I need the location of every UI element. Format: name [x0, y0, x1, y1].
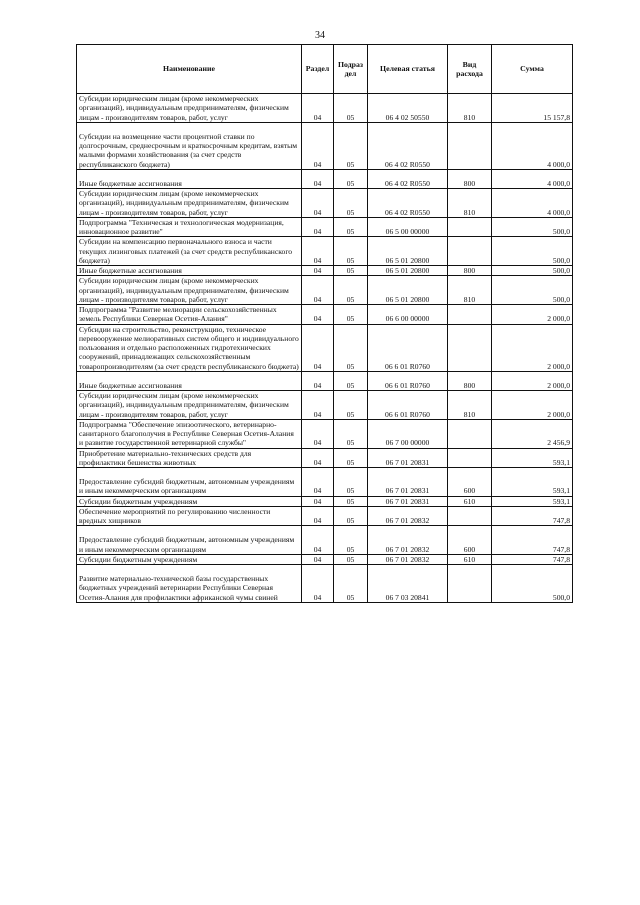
cell-name: Подпрограмма "Техническая и технологическая модернизация, инновационное развитие" — [77, 217, 302, 237]
cell-name: Субсидии юридическим лицам (кроме некоммерческих организаций), индивидуальным предпринимателям, физическим лицам - производителям товаров, работ, услуг — [77, 391, 302, 420]
cell-name: Подпрограмма "Обеспечение эпизоотического, ветеринарно-санитарного благополучия в Республике Северная Осетия-Алания и развитие государственной ветеринарной службы" — [77, 419, 302, 448]
cell-section: 04 — [302, 305, 334, 325]
cell-section: 04 — [302, 266, 334, 276]
cell-sum: 500,0 — [492, 266, 573, 276]
table-row — [77, 237, 573, 266]
cell-section: 04 — [302, 169, 334, 188]
cell-name: Субсидии бюджетным учреждениям — [77, 554, 302, 564]
cell-name: Субсидии юридическим лицам (кроме некоммерческих организаций), индивидуальным предпринимателям, физическим лицам - производителям товаров, работ, услуг — [77, 276, 302, 305]
cell-target: 06 5 01 20800 — [368, 276, 448, 305]
cell-expense — [448, 324, 492, 371]
cell-target: 06 6 00 00000 — [368, 305, 448, 325]
cell-target: 06 6 01 R0760 — [368, 324, 448, 371]
table-row — [77, 169, 573, 188]
cell-section: 04 — [302, 324, 334, 371]
budget-table — [76, 44, 573, 603]
cell-name — [77, 468, 302, 497]
cell-name-text: Предоставление субсидий бюджетным, автономным учреждениям и иным некоммерческим организациям — [79, 535, 295, 554]
cell-subsection: 05 — [334, 506, 368, 526]
table-row — [77, 468, 573, 497]
table-row — [77, 506, 573, 526]
cell-target: 06 5 01 20800 — [368, 237, 448, 266]
table-row — [77, 94, 573, 123]
cell-sum: 593,1 — [492, 496, 573, 506]
cell-sum: 4 000,0 — [492, 169, 573, 188]
cell-sum: 4 000,0 — [492, 122, 573, 169]
cell-target: 06 5 01 20800 — [368, 266, 448, 276]
cell-expense: 610 — [448, 496, 492, 506]
cell-subsection: 05 — [334, 448, 368, 468]
cell-section: 04 — [302, 565, 334, 603]
cell-expense: 810 — [448, 94, 492, 123]
table-row — [77, 526, 573, 555]
table-row — [77, 419, 573, 448]
table-row — [77, 448, 573, 468]
table-row — [77, 371, 573, 390]
cell-section: 04 — [302, 94, 334, 123]
cell-expense: 810 — [448, 276, 492, 305]
cell-section: 04 — [302, 468, 334, 497]
cell-expense: 600 — [448, 468, 492, 497]
cell-subsection: 05 — [334, 217, 368, 237]
cell-sum: 747,8 — [492, 506, 573, 526]
cell-name-text: Предоставление субсидий бюджетным, автономным учреждениям и иным некоммерческим организациям — [79, 477, 295, 496]
cell-expense — [448, 122, 492, 169]
cell-sum: 593,1 — [492, 468, 573, 497]
cell-section: 04 — [302, 371, 334, 390]
cell-name-text: Субсидии на возмещение части процентной ставки по долгосрочным, среднесрочным и краткосрочным кредитам, взятым малыми формами хозяйствования (за счет средств республиканского бюджета) — [79, 131, 298, 169]
cell-target: 06 7 01 20832 — [368, 506, 448, 526]
cell-expense — [448, 237, 492, 266]
cell-target: 06 4 02 R0550 — [368, 169, 448, 188]
table-row — [77, 217, 573, 237]
cell-name: Подпрограмма "Развитие мелиорации сельскохозяйственных земель Республики Северная Осетия-Алания" — [77, 305, 302, 325]
cell-section: 04 — [302, 391, 334, 420]
cell-sum: 500,0 — [492, 217, 573, 237]
cell-expense — [448, 217, 492, 237]
cell-subsection: 05 — [334, 371, 368, 390]
cell-name: Обеспечение мероприятий по регулированию численности вредных хищников — [77, 506, 302, 526]
table-header-row — [77, 45, 573, 94]
cell-expense — [448, 419, 492, 448]
cell-subsection: 05 — [334, 169, 368, 188]
cell-target: 06 7 03 20841 — [368, 565, 448, 603]
cell-section: 04 — [302, 448, 334, 468]
cell-subsection: 05 — [334, 391, 368, 420]
table-row — [77, 496, 573, 506]
cell-target: 06 5 00 00000 — [368, 217, 448, 237]
cell-sum: 593,1 — [492, 448, 573, 468]
cell-target: 06 7 00 00000 — [368, 419, 448, 448]
cell-name-text: Развитие материально-технической базы государственных бюджетных учреждений ветеринарии Республики Северная Осетия-Алания для профилактики африканской чумы свиней — [79, 574, 278, 602]
cell-expense: 810 — [448, 391, 492, 420]
cell-name: Субсидии на строительство, реконструкцию, техническое перевооружение мелиоративных систем общего и индивидуального пользования и отдельно расположенных гидротехнических сооружений, принадлежащих сельскохозяйственным товаропроизводителям (за счет средств республиканского бюджета) — [77, 324, 302, 371]
cell-target: 06 7 01 20831 — [368, 468, 448, 497]
cell-section: 04 — [302, 122, 334, 169]
header-name: Наименование — [77, 45, 302, 94]
cell-expense: 610 — [448, 554, 492, 564]
cell-sum: 2 000,0 — [492, 371, 573, 390]
cell-target: 06 6 01 R0760 — [368, 371, 448, 390]
cell-subsection: 05 — [334, 189, 368, 218]
header-target: Целевая статья — [368, 45, 448, 94]
cell-sum: 2 000,0 — [492, 324, 573, 371]
cell-name — [77, 371, 302, 390]
cell-name: Субсидии юридическим лицам (кроме некоммерческих организаций), индивидуальным предпринимателям, физическим лицам - производителям товаров, работ, услуг — [77, 94, 302, 123]
cell-subsection: 05 — [334, 554, 368, 564]
cell-sum: 500,0 — [492, 276, 573, 305]
cell-subsection: 05 — [334, 94, 368, 123]
cell-name — [77, 526, 302, 555]
cell-expense: 600 — [448, 526, 492, 555]
cell-section: 04 — [302, 237, 334, 266]
table-row — [77, 276, 573, 305]
table-row — [77, 189, 573, 218]
cell-section: 04 — [302, 419, 334, 448]
cell-name — [77, 122, 302, 169]
cell-subsection: 05 — [334, 565, 368, 603]
table-row — [77, 324, 573, 371]
cell-subsection: 05 — [334, 305, 368, 325]
cell-target: 06 7 01 20832 — [368, 554, 448, 564]
cell-name: Субсидии бюджетным учреждениям — [77, 496, 302, 506]
cell-section: 04 — [302, 276, 334, 305]
cell-target: 06 4 02 R0550 — [368, 122, 448, 169]
cell-subsection: 05 — [334, 266, 368, 276]
cell-section: 04 — [302, 554, 334, 564]
cell-sum: 4 000,0 — [492, 189, 573, 218]
cell-expense — [448, 565, 492, 603]
cell-expense — [448, 506, 492, 526]
cell-expense: 800 — [448, 371, 492, 390]
cell-name-text: Иные бюджетные ассигнования — [79, 178, 182, 188]
table-row — [77, 391, 573, 420]
cell-expense: 800 — [448, 169, 492, 188]
cell-sum: 2 456,9 — [492, 419, 573, 448]
cell-target: 06 4 02 50550 — [368, 94, 448, 123]
cell-target: 06 7 01 20831 — [368, 448, 448, 468]
cell-target: 06 4 02 R0550 — [368, 189, 448, 218]
cell-target: 06 7 01 20831 — [368, 496, 448, 506]
cell-subsection: 05 — [334, 419, 368, 448]
cell-section: 04 — [302, 496, 334, 506]
table-row — [77, 305, 573, 325]
cell-target: 06 6 01 R0760 — [368, 391, 448, 420]
cell-sum: 747,8 — [492, 554, 573, 564]
cell-name: Субсидии на компенсацию первоначального взноса и части текущих лизинговых платежей (за счет средств республиканского бюджета) — [77, 237, 302, 266]
cell-expense — [448, 305, 492, 325]
cell-name — [77, 169, 302, 188]
cell-sum: 2 000,0 — [492, 305, 573, 325]
cell-section: 04 — [302, 526, 334, 555]
cell-expense: 800 — [448, 266, 492, 276]
cell-target: 06 7 01 20832 — [368, 526, 448, 555]
cell-section: 04 — [302, 506, 334, 526]
cell-sum: 747,8 — [492, 526, 573, 555]
cell-subsection: 05 — [334, 122, 368, 169]
cell-subsection: 05 — [334, 237, 368, 266]
table-row — [77, 554, 573, 564]
table-row — [77, 122, 573, 169]
page-number: 34 — [315, 30, 325, 41]
header-expense-type: Вид расхода — [448, 45, 492, 94]
header-subsection: Подраз дел — [334, 45, 368, 94]
cell-subsection: 05 — [334, 276, 368, 305]
cell-name-text: Иные бюджетные ассигнования — [79, 380, 182, 390]
cell-expense — [448, 448, 492, 468]
cell-name: Иные бюджетные ассигнования — [77, 266, 302, 276]
cell-sum: 500,0 — [492, 237, 573, 266]
header-sum: Сумма — [492, 45, 573, 94]
table-row — [77, 266, 573, 276]
cell-section: 04 — [302, 189, 334, 218]
cell-sum: 500,0 — [492, 565, 573, 603]
cell-name — [77, 565, 302, 603]
table-row — [77, 565, 573, 603]
cell-subsection: 05 — [334, 324, 368, 371]
header-section: Раздел — [302, 45, 334, 94]
cell-sum: 2 000,0 — [492, 391, 573, 420]
cell-sum: 15 157,8 — [492, 94, 573, 123]
cell-name: Субсидии юридическим лицам (кроме некоммерческих организаций), индивидуальным предпринимателям, физическим лицам - производителям товаров, работ, услуг — [77, 189, 302, 218]
cell-subsection: 05 — [334, 526, 368, 555]
cell-name: Приобретение материально-технических средств для профилактики бешенства животных — [77, 448, 302, 468]
cell-subsection: 05 — [334, 496, 368, 506]
cell-subsection: 05 — [334, 468, 368, 497]
cell-expense: 810 — [448, 189, 492, 218]
cell-section: 04 — [302, 217, 334, 237]
